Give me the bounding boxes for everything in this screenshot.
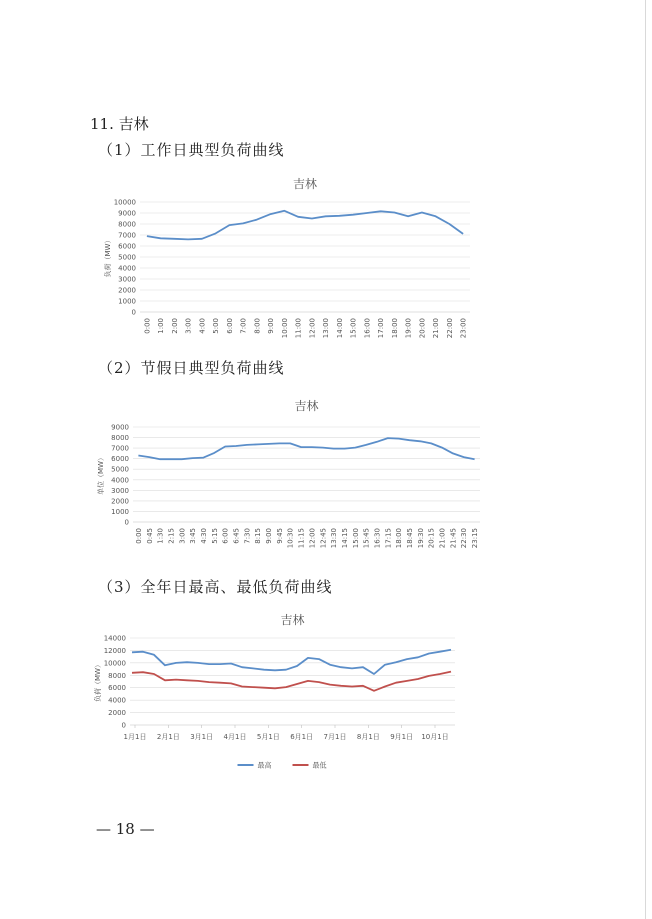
x-tick-label: 8:00 — [253, 318, 262, 334]
y-tick-label: 8000 — [111, 434, 129, 443]
x-tick-label: 21:00 — [438, 528, 447, 549]
y-tick-label: 6000 — [111, 455, 129, 464]
chart-title: 吉林 — [292, 177, 318, 191]
y-tick-label: 1000 — [118, 297, 136, 306]
x-tick-label: 11:00 — [294, 318, 303, 339]
y-tick-label: 14000 — [103, 634, 126, 643]
y-tick-label: 5000 — [111, 465, 129, 474]
x-tick-label: 16:00 — [363, 318, 372, 339]
x-tick-label: 12:45 — [319, 528, 328, 549]
chart-title: 吉林 — [280, 613, 305, 627]
y-tick-label: 7000 — [118, 231, 136, 240]
y-tick-label: 8000 — [118, 220, 136, 229]
x-tick-label: 0:00 — [134, 528, 143, 544]
y-tick-label: 0 — [131, 308, 136, 317]
x-tick-label: 5月1日 — [256, 733, 280, 741]
chart-annual-svg — [95, 608, 465, 778]
y-tick-label: 4000 — [111, 476, 129, 485]
x-tick-label: 4月1日 — [223, 733, 247, 741]
x-tick-label: 3月1日 — [190, 733, 214, 741]
x-tick-label: 21:45 — [449, 528, 458, 549]
x-tick-label: 9月1日 — [390, 733, 414, 741]
x-tick-label: 10:30 — [286, 528, 295, 549]
y-axis-label: 负荷（MW） — [94, 661, 102, 702]
x-tick-label: 13:30 — [330, 528, 339, 549]
x-tick-label: 19:30 — [416, 528, 425, 549]
x-tick-label: 9:00 — [265, 528, 274, 544]
x-tick-label: 9:45 — [275, 528, 284, 544]
x-tick-label: 23:15 — [471, 528, 480, 549]
x-tick-label: 4:30 — [199, 528, 208, 544]
x-tick-label: 7:30 — [243, 528, 252, 544]
x-tick-label: 16:30 — [373, 528, 382, 549]
x-tick-label: 22:30 — [460, 528, 469, 549]
chart-annual — [95, 608, 465, 778]
x-tick-label: 10:00 — [280, 318, 289, 339]
y-axis-label: 单位（MW） — [97, 454, 105, 495]
x-tick-label: 19:00 — [404, 318, 413, 339]
x-tick-label: 1:00 — [157, 318, 166, 334]
chart-workday-svg — [95, 170, 480, 339]
x-tick-label: 6:00 — [221, 528, 230, 544]
chart-workday — [95, 170, 480, 339]
page-number: — 18 — — [96, 820, 155, 838]
x-tick-label: 5:15 — [210, 528, 219, 544]
x-tick-label: 8月1日 — [356, 733, 380, 741]
x-tick-label: 23:00 — [459, 318, 468, 339]
x-tick-label: 2月1日 — [156, 733, 180, 741]
y-tick-label: 12000 — [103, 646, 126, 655]
x-tick-label: 3:00 — [178, 528, 187, 544]
y-tick-label: 8000 — [108, 671, 126, 680]
x-tick-label: 9:00 — [267, 318, 276, 334]
x-tick-label: 7月1日 — [323, 733, 347, 741]
y-tick-label: 10000 — [113, 198, 136, 207]
section-heading: 11. 吉林 — [90, 115, 149, 133]
y-tick-label: 3000 — [111, 486, 129, 495]
x-tick-label: 15:00 — [349, 318, 358, 339]
x-tick-label: 17:15 — [384, 528, 393, 549]
subheading-holiday: （2）节假日典型负荷曲线 — [98, 359, 285, 377]
chart-holiday-svg — [95, 392, 485, 552]
series-line-blue — [138, 438, 474, 459]
y-tick-label: 3000 — [118, 275, 136, 284]
x-tick-label: 5:00 — [212, 318, 221, 334]
x-tick-label: 2:00 — [170, 318, 179, 334]
x-tick-label: 22:00 — [445, 318, 454, 339]
legend-label: 最高 — [257, 761, 272, 770]
legend-label: 最低 — [312, 761, 327, 770]
x-tick-label: 3:00 — [184, 318, 193, 334]
x-tick-label: 20:00 — [418, 318, 427, 339]
y-axis-label: 负荷（MW） — [104, 236, 112, 278]
x-tick-label: 12:00 — [308, 318, 317, 339]
x-tick-label: 6:00 — [225, 318, 234, 334]
x-tick-label: 14:15 — [340, 528, 349, 549]
x-tick-label: 20:15 — [427, 528, 436, 549]
y-tick-label: 4000 — [108, 696, 126, 705]
x-tick-label: 0:45 — [145, 528, 154, 544]
chart-holiday — [95, 392, 485, 552]
y-tick-label: 5000 — [118, 253, 136, 262]
x-tick-label: 21:00 — [432, 318, 441, 339]
x-tick-label: 11:15 — [297, 528, 306, 549]
y-tick-label: 0 — [124, 518, 129, 527]
x-tick-label: 14:00 — [335, 318, 344, 339]
y-tick-label: 9000 — [111, 423, 129, 432]
x-tick-label: 13:00 — [322, 318, 331, 339]
page-edge-line — [645, 0, 646, 919]
chart-title: 吉林 — [294, 399, 319, 413]
y-tick-label: 7000 — [111, 444, 129, 453]
x-tick-label: 6:45 — [232, 528, 241, 544]
x-tick-label: 18:00 — [390, 318, 399, 339]
x-tick-label: 4:00 — [198, 318, 207, 334]
x-tick-label: 3:45 — [189, 528, 198, 544]
x-tick-label: 8:15 — [254, 528, 263, 544]
x-tick-label: 18:45 — [406, 528, 415, 549]
y-tick-label: 2000 — [108, 709, 126, 718]
x-tick-label: 12:00 — [308, 528, 317, 549]
x-tick-label: 6月1日 — [290, 733, 314, 741]
subheading-annual: （3）全年日最高、最低负荷曲线 — [98, 578, 333, 596]
x-tick-label: 1:30 — [156, 528, 165, 544]
x-tick-label: 15:00 — [351, 528, 360, 549]
y-tick-label: 2000 — [111, 497, 129, 506]
x-tick-label: 0:00 — [143, 318, 152, 334]
x-tick-label: 18:00 — [395, 528, 404, 549]
y-tick-label: 10000 — [103, 659, 126, 668]
y-tick-label: 9000 — [118, 209, 136, 218]
x-tick-label: 17:00 — [377, 318, 386, 339]
x-tick-label: 10月1日 — [421, 733, 449, 741]
y-tick-label: 2000 — [118, 286, 136, 295]
x-tick-label: 2:15 — [167, 528, 176, 544]
y-tick-label: 6000 — [118, 242, 136, 251]
y-tick-label: 4000 — [118, 264, 136, 273]
x-tick-label: 7:00 — [239, 318, 248, 334]
subheading-workday: （1）工作日典型负荷曲线 — [98, 141, 285, 159]
x-tick-label: 1月1日 — [123, 733, 147, 741]
y-tick-label: 0 — [121, 721, 126, 730]
x-tick-label: 15:45 — [362, 528, 371, 549]
y-tick-label: 6000 — [108, 684, 126, 693]
series-line-blue — [132, 650, 451, 674]
y-tick-label: 1000 — [111, 507, 129, 516]
